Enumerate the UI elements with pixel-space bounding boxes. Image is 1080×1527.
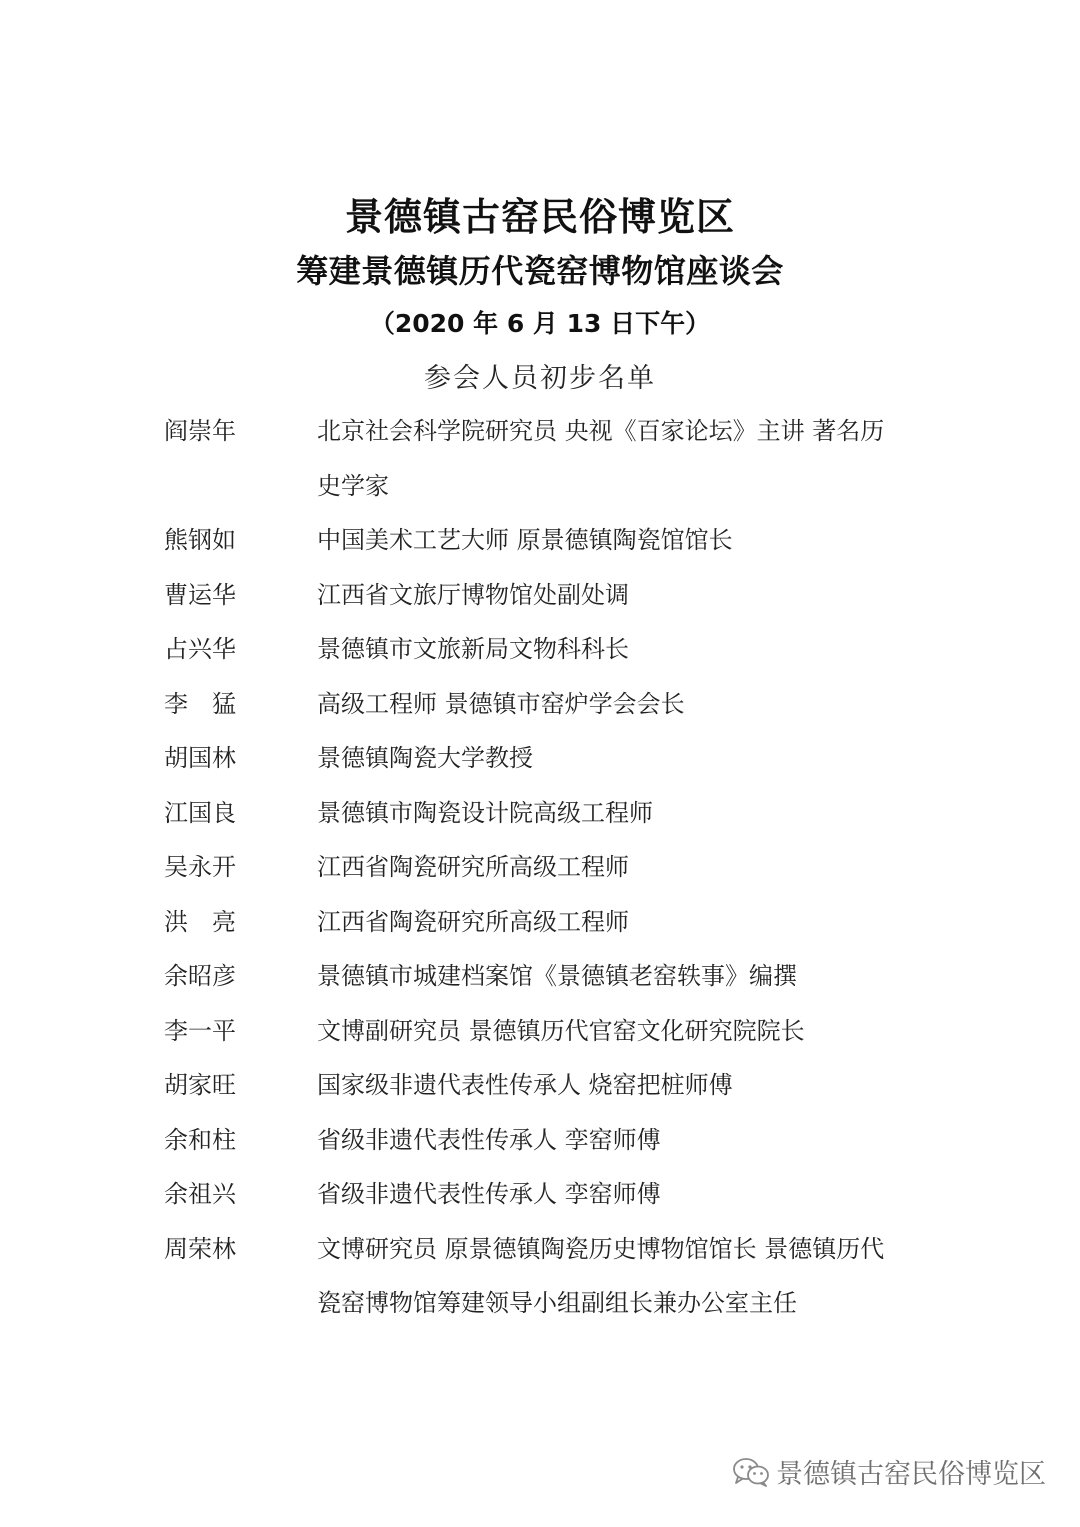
document-subtitle: 筹建景德镇历代瓷窑博物馆座谈会: [296, 252, 784, 290]
attendee-title: 景德镇陶瓷大学教授: [317, 744, 533, 772]
attendee-name: 周荣林: [164, 1234, 236, 1263]
attendee-row: [164, 622, 924, 677]
attendee-name: 熊钢如: [164, 526, 236, 554]
meeting-date: （2020 年 6 月 13 日下午）: [369, 309, 711, 338]
attendee-title: 高级工程师 景德镇市窑炉学会会长: [317, 689, 685, 718]
attendee-title: 国家级非遗代表性传承人 烧窑把桩师傅: [317, 1071, 733, 1099]
attendee-name: 余昭彦: [164, 962, 236, 990]
attendee-row: [164, 513, 924, 568]
attendee-name: 阎崇年: [164, 417, 236, 445]
attendee-name: 余和柱: [164, 1125, 236, 1154]
attendee-row: [164, 1113, 924, 1168]
attendee-title: 江西省陶瓷研究所高级工程师: [317, 907, 629, 936]
attendee-title: 景德镇市城建档案馆《景德镇老窑轶事》编撰: [317, 962, 797, 990]
attendee-row: [164, 786, 924, 841]
attendee-title: 文博副研究员 景德镇历代官窑文化研究院院长: [317, 1016, 805, 1045]
attendee-title: 江西省文旅厅博物馆处副处调: [317, 580, 629, 609]
attendee-row: [164, 1222, 924, 1331]
attendee-row: [164, 677, 924, 732]
attendee-name: 胡国林: [164, 744, 236, 772]
attendee-name: 胡家旺: [164, 1071, 236, 1099]
attendee-name: 吴永开: [164, 853, 236, 881]
attendee-name: 占兴华: [164, 635, 236, 663]
attendee-row: [164, 1004, 924, 1059]
attendee-row: [164, 1167, 924, 1222]
attendee-title: 北京社会科学院研究员 央视《百家论坛》主讲 著名历史学家: [317, 417, 885, 500]
attendee-list: [164, 404, 924, 1331]
attendee-row: [164, 731, 924, 786]
attendee-list-heading: 参会人员初步名单: [424, 363, 656, 394]
attendee-name: 洪 亮: [164, 907, 236, 936]
attendee-row: [164, 1058, 924, 1113]
attendee-title: 中国美术工艺大师 原景德镇陶瓷馆馆长: [317, 526, 733, 554]
attendee-name: 李一平: [164, 1016, 236, 1045]
attendee-title: 省级非遗代表性传承人 孪窑师傅: [317, 1180, 661, 1208]
attendee-title: 省级非遗代表性传承人 孪窑师傅: [317, 1125, 661, 1154]
attendee-name: 余祖兴: [164, 1180, 236, 1208]
attendee-row: [164, 949, 924, 1004]
document-title: 景德镇古窑民俗博览区: [344, 195, 735, 239]
attendee-title: 文博研究员 原景德镇陶瓷历史博物馆馆长 景德镇历代瓷窑博物馆筹建领导小组副组长兼办公室主任: [317, 1234, 885, 1317]
wechat-watermark: [732, 1452, 1046, 1491]
attendee-name: 李 猛: [164, 689, 236, 718]
attendee-name: 江国良: [164, 798, 236, 827]
attendee-row: [164, 568, 924, 623]
attendee-name: 曹运华: [164, 580, 236, 609]
attendee-row: [164, 404, 924, 513]
attendee-title: 景德镇市陶瓷设计院高级工程师: [317, 798, 653, 827]
wechat-icon: [732, 1457, 770, 1487]
attendee-row: [164, 840, 924, 895]
watermark-text: 景德镇古窑民俗博览区: [776, 1459, 1046, 1490]
attendee-row: [164, 895, 924, 950]
attendee-title: 江西省陶瓷研究所高级工程师: [317, 853, 629, 881]
attendee-title: 景德镇市文旅新局文物科科长: [317, 635, 629, 663]
